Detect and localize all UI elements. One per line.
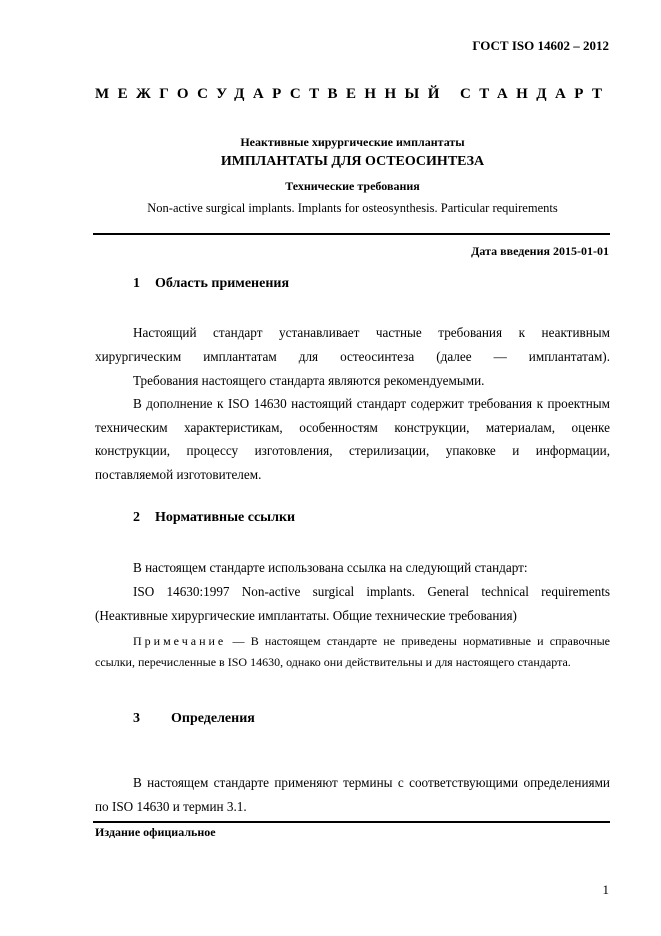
section-number: 1 [133, 276, 140, 291]
document-code: ГОСТ ISO 14602 – 2012 [472, 38, 609, 53]
title-main: ИМПЛАНТАТЫ ДЛЯ ОСТЕОСИНТЕЗА [220, 154, 485, 169]
edition-label: Издание официальное [95, 825, 216, 839]
section-title: Нормативные ссылки [155, 510, 296, 525]
title-divider [93, 233, 610, 235]
introduction-date: Дата введения 2015-01-01 [471, 244, 609, 258]
section-title: Определения [171, 711, 255, 726]
section-title: Область применения [155, 276, 290, 291]
paragraph-text: В настоящем стандарте использована ссылка на следующий стандарт: [133, 560, 528, 575]
paragraph-text: В дополнение к ISO 14630 настоящий стандарт содержит требования к проектным техническим характеристикам, особенностям конструкции, материалам, оценке конструкции, процессу изготовления, стерилизации, упаковке и информации, поставляемой изготовителем. [95, 396, 610, 482]
note-label: Примечание [133, 634, 227, 648]
paragraph-text: В настоящем стандарте применяют термины с соответствующими определениями по ISO 14630 и термин 3.1. [95, 775, 610, 814]
title-english: Non-active surgical implants. Implants for osteosynthesis. Particular requirements [147, 201, 558, 215]
section-1-paragraph-3 [95, 392, 610, 486]
section-number: 3 [133, 711, 140, 726]
standard-type-text: МЕЖГОСУДАРСТВЕННЫЙ СТАНДАРТ [95, 86, 611, 102]
paragraph-text: ISO 14630:1997 Non-active surgical implants. General technical requirements (Неактивные хирургические имплантаты. Общие технические требования) [95, 584, 610, 623]
section-2-paragraph-1 [95, 556, 610, 580]
section-2-paragraph-2 [95, 580, 610, 627]
paragraph-text: Настоящий стандарт устанавливает частные требования к неактивным хирургическим имплантатам для остеосинтеза (далее — имплантатам). [95, 325, 610, 364]
note-text: — В настоящем стандарте не приведены нормативные и справочные ссылки, перечисленные в ISO 14630, однако они действительны и для настоящего стандарта. [95, 634, 610, 669]
section-3-heading [133, 711, 255, 727]
standard-type-heading [95, 86, 611, 103]
title-category: Неактивные хирургические имплантаты [240, 135, 465, 149]
section-2-note [95, 631, 610, 673]
section-1-heading [133, 276, 289, 292]
page-number: 1 [602, 882, 609, 897]
section-1-paragraph-2 [95, 369, 610, 393]
section-number: 2 [133, 510, 140, 525]
section-1-paragraph-1 [95, 321, 610, 368]
section-3-paragraph-1 [95, 771, 610, 818]
section-2-heading [133, 510, 295, 526]
title-sub: Технические требования [285, 179, 420, 193]
paragraph-text: Требования настоящего стандарта являются рекомендуемыми. [133, 373, 485, 388]
footer-divider [93, 821, 610, 823]
